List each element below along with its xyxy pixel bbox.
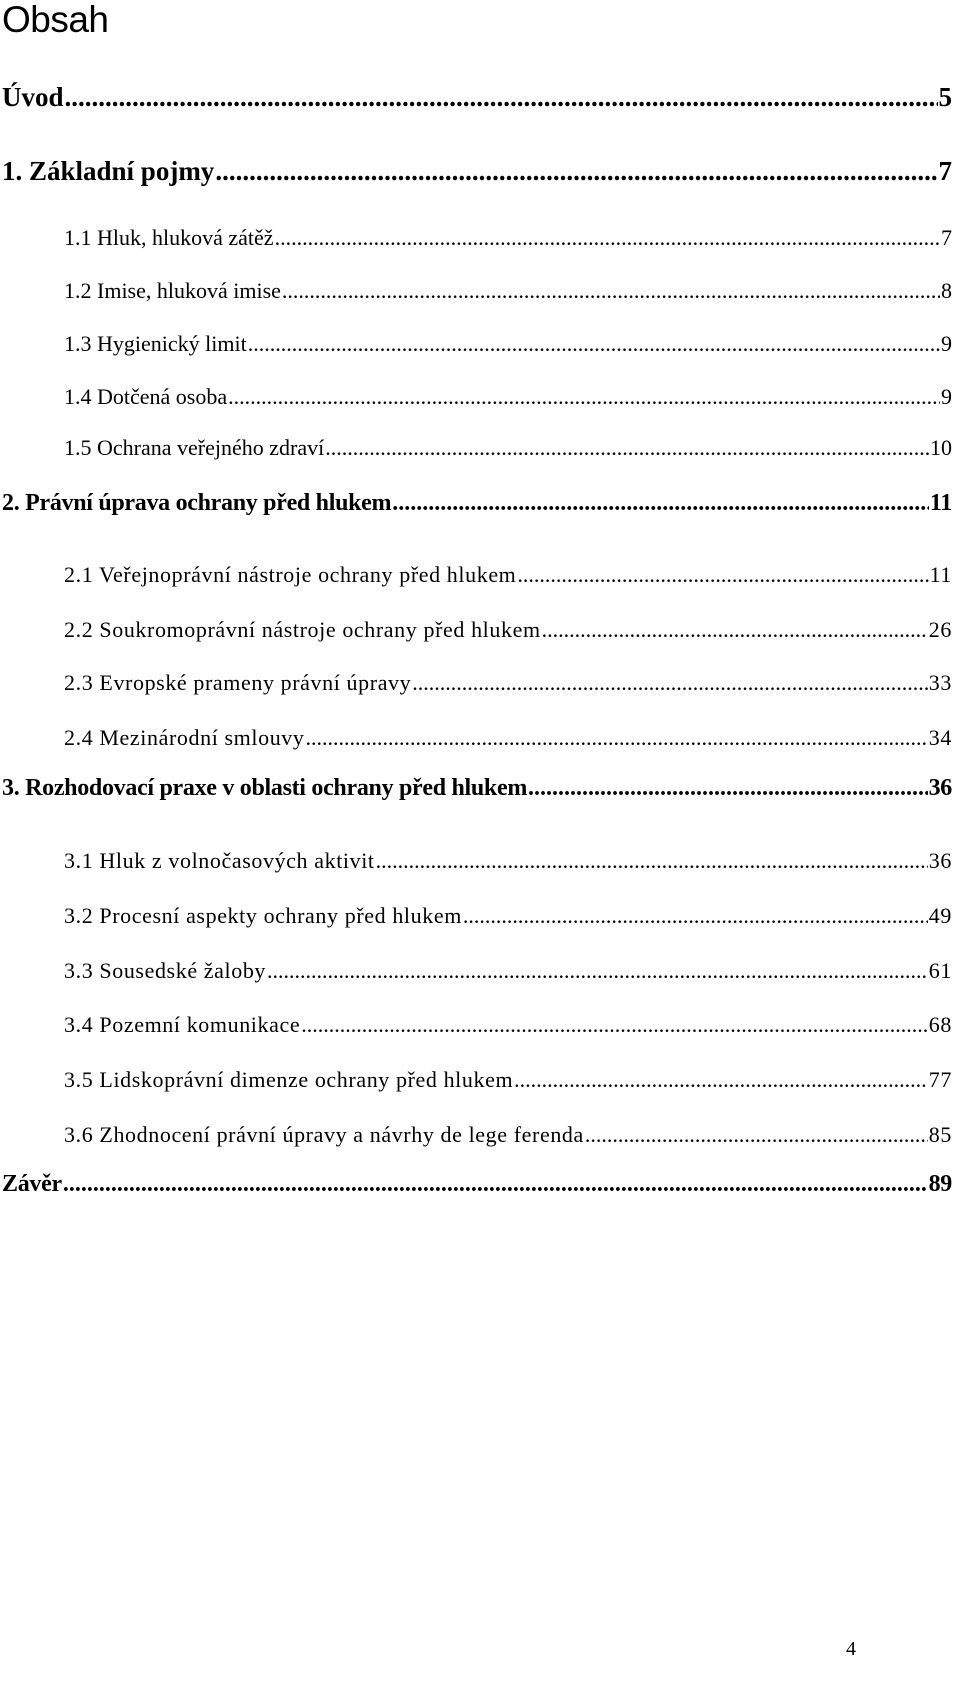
toc-entry-label: 3. Rozhodovací praxe v oblasti ochrany před hlukem [2, 775, 528, 801]
toc-entry-chapter-2[interactable] [2, 488, 952, 518]
toc-entry-1-4[interactable] [64, 382, 952, 412]
toc-entry-page: 34 [928, 725, 952, 750]
toc-entry-2-1[interactable] [64, 560, 952, 590]
toc-entry-page: 7 [938, 156, 952, 186]
toc-dot-leader [215, 154, 937, 188]
toc-entry-1-2[interactable] [64, 276, 952, 306]
toc-entry-label: 3.6 Zhodnocení právní úpravy a návrhy de lege ferenda [64, 1122, 584, 1147]
toc-entry-label: Úvod [2, 82, 64, 112]
toc-entry-2-2[interactable] [64, 615, 952, 645]
toc-entry-page: 10 [930, 435, 952, 460]
toc-entry-label: 2.2 Soukromoprávní nástroje ochrany před hlukem [64, 617, 541, 642]
toc-dot-leader [517, 560, 928, 590]
toc-dot-leader [248, 329, 940, 359]
toc-entry-label: 3.5 Lidskoprávní dimenze ochrany před hlukem [64, 1067, 514, 1092]
toc-dot-leader [463, 901, 928, 931]
toc-dot-leader [267, 956, 928, 986]
toc-entry-uvod[interactable] [2, 80, 952, 114]
toc-dot-leader [514, 1065, 928, 1095]
toc-entry-page: 33 [928, 670, 952, 695]
toc-entry-page: 7 [941, 225, 952, 250]
toc-entry-label: 2.4 Mezinárodní smlouvy [64, 725, 305, 750]
toc-entry-page: 11 [929, 490, 952, 516]
toc-entry-page: 36 [928, 775, 952, 801]
toc-entry-2-3[interactable] [64, 668, 952, 698]
toc-entry-page: 89 [928, 1171, 952, 1197]
toc-entry-label: 1.4 Dotčená osoba [64, 384, 228, 409]
toc-entry-label: 1.3 Hygienický limit [64, 331, 247, 356]
toc-entry-label: 3.2 Procesní aspekty ochrany před hlukem [64, 903, 462, 928]
toc-dot-leader [392, 488, 929, 518]
toc-entry-label: 3.1 Hluk z volnočasových aktivit [64, 848, 375, 873]
toc-entry-label: 1.5 Ochrana veřejného zdraví [64, 435, 325, 460]
toc-dot-leader [542, 615, 928, 645]
toc-dot-leader [63, 1169, 928, 1199]
toc-entry-page: 49 [928, 903, 952, 928]
toc-entry-page: 9 [941, 331, 952, 356]
toc-entry-label: 3.4 Pozemní komunikace [64, 1012, 301, 1037]
page-title: Obsah [2, 0, 109, 40]
toc-dot-leader [228, 382, 940, 412]
toc-dot-leader [376, 846, 928, 876]
toc-dot-leader [275, 223, 940, 253]
toc-entry-1-3[interactable] [64, 329, 952, 359]
toc-entry-zaver[interactable] [2, 1169, 952, 1199]
toc-entry-label: Závěr [2, 1171, 62, 1197]
toc-dot-leader [301, 1010, 928, 1040]
toc-entry-3-1[interactable] [64, 846, 952, 876]
toc-entry-page: 77 [928, 1067, 952, 1092]
toc-entry-3-4[interactable] [64, 1010, 952, 1040]
toc-entry-page: 68 [928, 1012, 952, 1037]
toc-dot-leader [65, 80, 938, 114]
toc-dot-leader [528, 773, 928, 803]
toc-entry-3-5[interactable] [64, 1065, 952, 1095]
toc-entry-page: 9 [941, 384, 952, 409]
toc-entry-1-1[interactable] [64, 223, 952, 253]
toc-entry-3-6[interactable] [64, 1120, 952, 1150]
toc-entry-page: 61 [928, 958, 952, 983]
toc-entry-label: 1.2 Imise, hluková imise [64, 278, 281, 303]
toc-dot-leader [282, 276, 940, 306]
toc-entry-label: 1.1 Hluk, hluková zátěž [64, 225, 274, 250]
toc-dot-leader [325, 433, 929, 463]
toc-entry-chapter-3[interactable] [2, 773, 952, 803]
toc-dot-leader [306, 723, 928, 753]
toc-entry-page: 11 [929, 562, 952, 587]
toc-entry-page: 8 [941, 278, 952, 303]
toc-entry-page: 5 [938, 82, 952, 112]
toc-entry-label: 3.3 Sousedské žaloby [64, 958, 267, 983]
toc-entry-page: 26 [928, 617, 952, 642]
toc-entry-label: 2.3 Evropské prameny právní úpravy [64, 670, 412, 695]
toc-entry-page: 85 [928, 1122, 952, 1147]
toc-entry-label: 2. Právní úprava ochrany před hlukem [2, 490, 392, 516]
toc-dot-leader [585, 1120, 928, 1150]
toc-dot-leader [412, 668, 928, 698]
toc-entry-3-2[interactable] [64, 901, 952, 931]
page-number: 4 [846, 1638, 856, 1660]
toc-entry-3-3[interactable] [64, 956, 952, 986]
toc-entry-label: 1. Základní pojmy [2, 156, 215, 186]
toc-entry-page: 36 [928, 848, 952, 873]
toc-entry-chapter-1[interactable] [2, 154, 952, 188]
toc-entry-1-5[interactable] [64, 433, 952, 463]
toc-entry-label: 2.1 Veřejnoprávní nástroje ochrany před hlukem [64, 562, 517, 587]
toc-entry-2-4[interactable] [64, 723, 952, 753]
